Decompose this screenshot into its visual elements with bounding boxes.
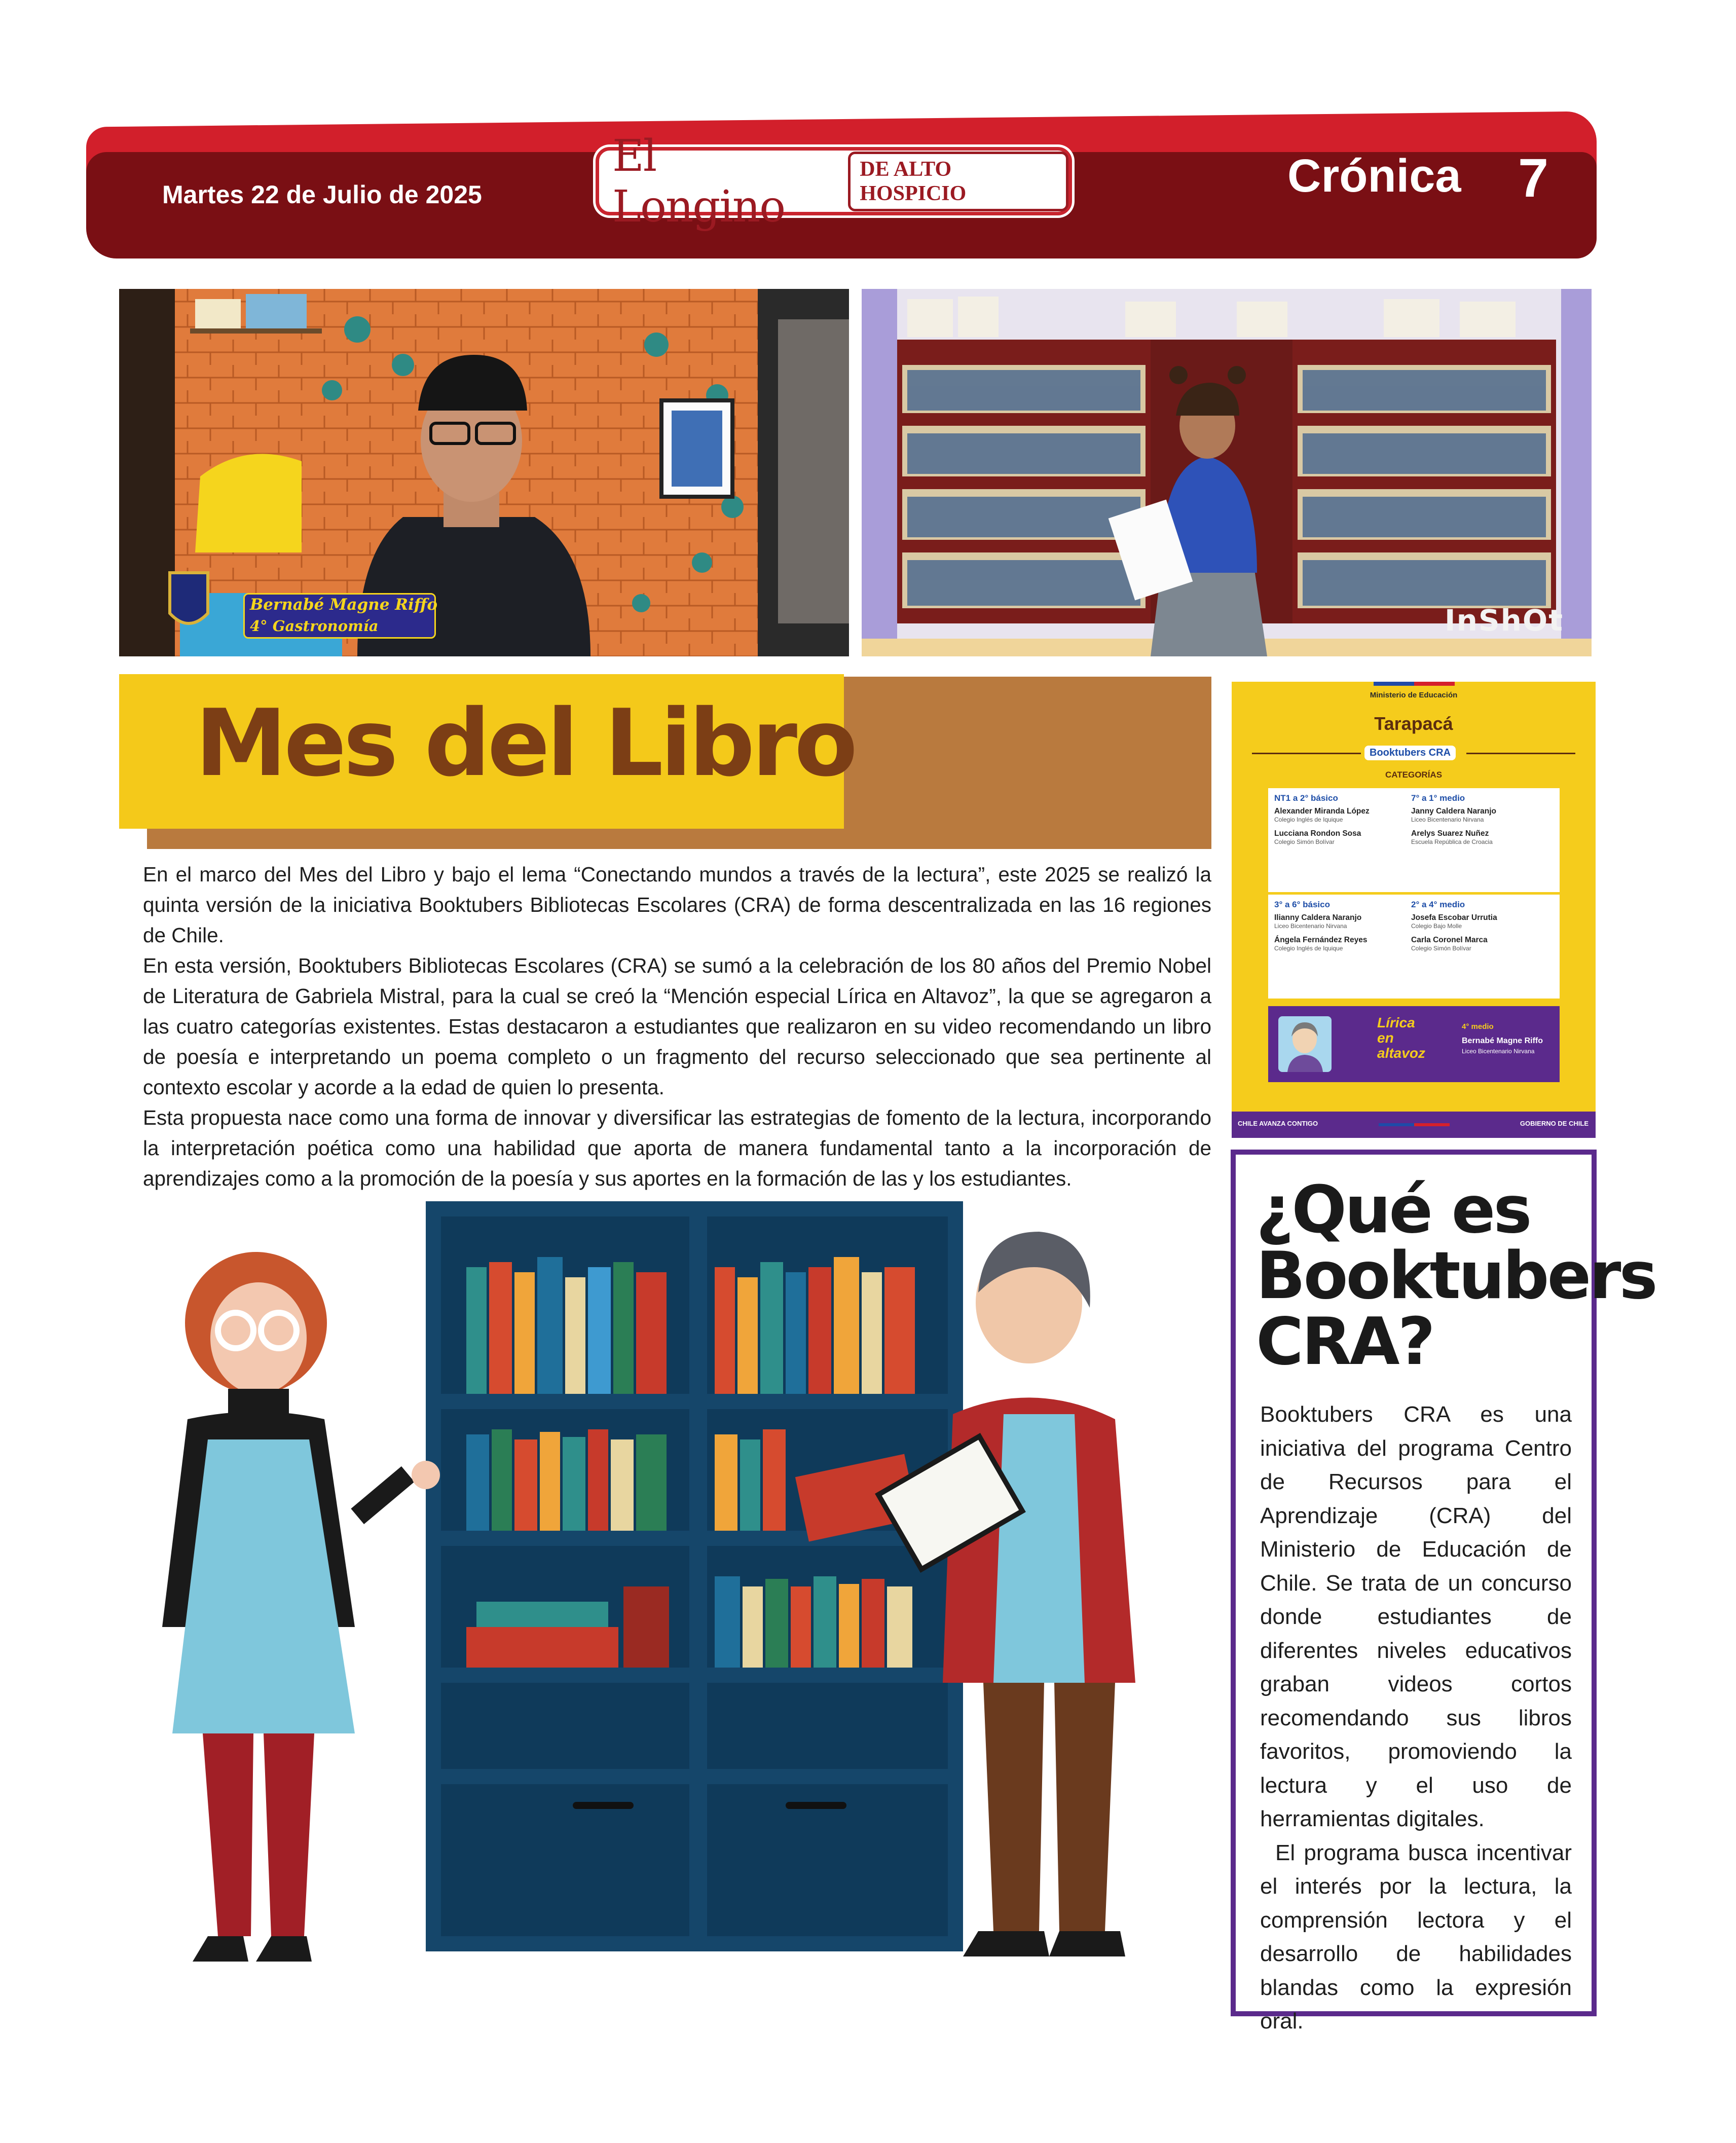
caption-student-course: 4° Gastronomía — [250, 617, 379, 635]
photo-scene-library — [862, 289, 1592, 656]
sidebar-paragraph: El programa busca incentivar el interés por la lectura, la comprensión lectora y el desarrollo de habilidades blandas como la expresión oral. — [1260, 1840, 1572, 2034]
category-box — [1268, 895, 1423, 999]
special-mention-title: Lírica en altavoz — [1377, 1015, 1425, 1061]
sidebar-body — [1260, 1398, 1572, 2039]
infographic-footer — [1232, 1112, 1596, 1138]
winner-name: Carla Coronel Marca — [1411, 936, 1488, 944]
photo-scene-classroom — [119, 289, 849, 656]
masthead-city: DE ALTO HOSPICIO — [848, 152, 1068, 211]
caption-student-name: Bernabé Magne Riffo — [250, 596, 438, 614]
winner-school: Liceo Bicentenario Nirvana — [1411, 816, 1484, 823]
flag-stripe — [1374, 682, 1455, 686]
winner-name: Ilianny Caldera Naranjo — [1274, 913, 1362, 922]
special-mention-school: Liceo Bicentenario Nirvana — [1462, 1048, 1535, 1055]
masthead-name: El Longino — [612, 130, 785, 232]
section-name: Crónica — [1287, 150, 1461, 202]
winners-infographic — [1232, 682, 1596, 1138]
winner-school: Escuela República de Croacia — [1411, 838, 1493, 845]
winner-school: Colegio Inglés de Iquique — [1274, 945, 1343, 952]
ministry-label: Ministerio de Educación — [1370, 691, 1458, 699]
masthead-logo — [596, 130, 1072, 232]
winner-school: Colegio Simón Bolívar — [1411, 945, 1471, 952]
winner-school: Colegio Simón Bolívar — [1274, 838, 1335, 845]
winner-school: Colegio Bajo Molle — [1411, 922, 1462, 930]
issue-date: Martes 22 de Julio de 2025 — [162, 180, 482, 209]
sidebar-box — [1231, 1150, 1656, 2034]
footer-government: GOBIERNO DE CHILE — [1520, 1120, 1589, 1127]
sidebar-paragraph: Booktubers CRA es una iniciativa del programa Centro de Recursos para el Aprendizaje (CRA) del Ministerio de Educación de Chile. Se trata de un concurso donde estudiantes de diferentes niveles educativos graban videos cortos recomendando sus libros favoritos, promoviendo la lectura y el uso de herramientas digitales. — [1260, 1402, 1572, 1831]
divider — [1466, 753, 1575, 754]
poet-portrait-icon — [1278, 1016, 1332, 1072]
category-box — [1405, 895, 1560, 999]
categories-label: CATEGORÍAS — [1385, 770, 1443, 780]
winner-school: Colegio Inglés de Iquique — [1274, 816, 1343, 823]
category-box — [1268, 788, 1423, 892]
photo-library-student — [862, 289, 1592, 656]
app-watermark: InShOt — [1445, 603, 1564, 638]
winner-name: Josefa Escobar Urrutia — [1411, 913, 1497, 922]
special-mention-level: 4° medio — [1462, 1022, 1494, 1031]
category-level: NT1 a 2° básico — [1274, 793, 1338, 803]
woman-librarian — [162, 1252, 440, 1962]
flag-stripe — [1379, 1123, 1450, 1126]
program-badge: Booktubers CRA — [1364, 746, 1456, 760]
region-title: Tarapacá — [1374, 713, 1453, 734]
winner-name: Ángela Fernández Reyes — [1274, 936, 1368, 944]
category-level: 2° a 4° medio — [1411, 900, 1465, 909]
divider — [1252, 753, 1361, 754]
winner-name: Lucciana Rondon Sosa — [1274, 829, 1361, 838]
special-mention-panel — [1268, 1006, 1560, 1082]
article-paragraph: En el marco del Mes del Libro y bajo el lema “Conectando mundos a través de la lectura”, este 2025 se realizó la quinta versión de la iniciativa Booktubers Bibliotecas Escolares (CRA) de forma descentralizada en las 16 regiones de Chile. — [143, 863, 1211, 947]
page-number: 7 — [1518, 147, 1549, 208]
winner-name: Arelys Suarez Nuñez — [1411, 829, 1489, 838]
sidebar-title: ¿Qué es Booktubers CRA? — [1256, 1172, 1656, 1380]
librarians-bookcase-illustration — [142, 1201, 1206, 1987]
category-level: 3° a 6° básico — [1274, 900, 1330, 909]
winner-name: Alexander Miranda López — [1274, 807, 1370, 816]
special-mention-winner: Bernabé Magne Riffo — [1462, 1037, 1543, 1045]
article-title: Mes del Libro — [195, 689, 855, 797]
article-body — [143, 859, 1211, 1194]
category-level: 7° a 1° medio — [1411, 793, 1465, 803]
article-paragraph: Esta propuesta nace como una forma de innovar y diversificar las estrategias de fomento de la lectura, incorporando la interpretación poética como una habilidad que aporta de manera fundamental tanto a la incorporación de aprendizajes como a la promoción de la poesía y sus aportes en la formación de las y los estudiantes. — [143, 1106, 1211, 1190]
portrait-illustration — [1278, 1016, 1332, 1072]
category-box — [1405, 788, 1560, 892]
footer-slogan: CHILE AVANZA CONTIGO — [1238, 1120, 1318, 1127]
photo-booktuber-student — [119, 289, 849, 656]
article-paragraph: En esta versión, Booktubers Bibliotecas Escolares (CRA) se sumó a la celebración de los 80 años del Premio Nobel de Literatura de Gabriela Mistral, para la cual se creó la “Mención especial Lírica en Altavoz”, la que se agregaron a las cuatro categorías existentes. Estas destacaron a estudiantes que realizaron en su video recomendando un libro de poesía e interpretando un poema completo o un fragmento del recurso seleccionado que sea pertinente al contexto escolar y acorde a la edad de quien lo presenta. — [143, 954, 1211, 1099]
winner-name: Janny Caldera Naranjo — [1411, 807, 1496, 816]
winner-school: Liceo Bicentenario Nirvana — [1274, 922, 1347, 930]
